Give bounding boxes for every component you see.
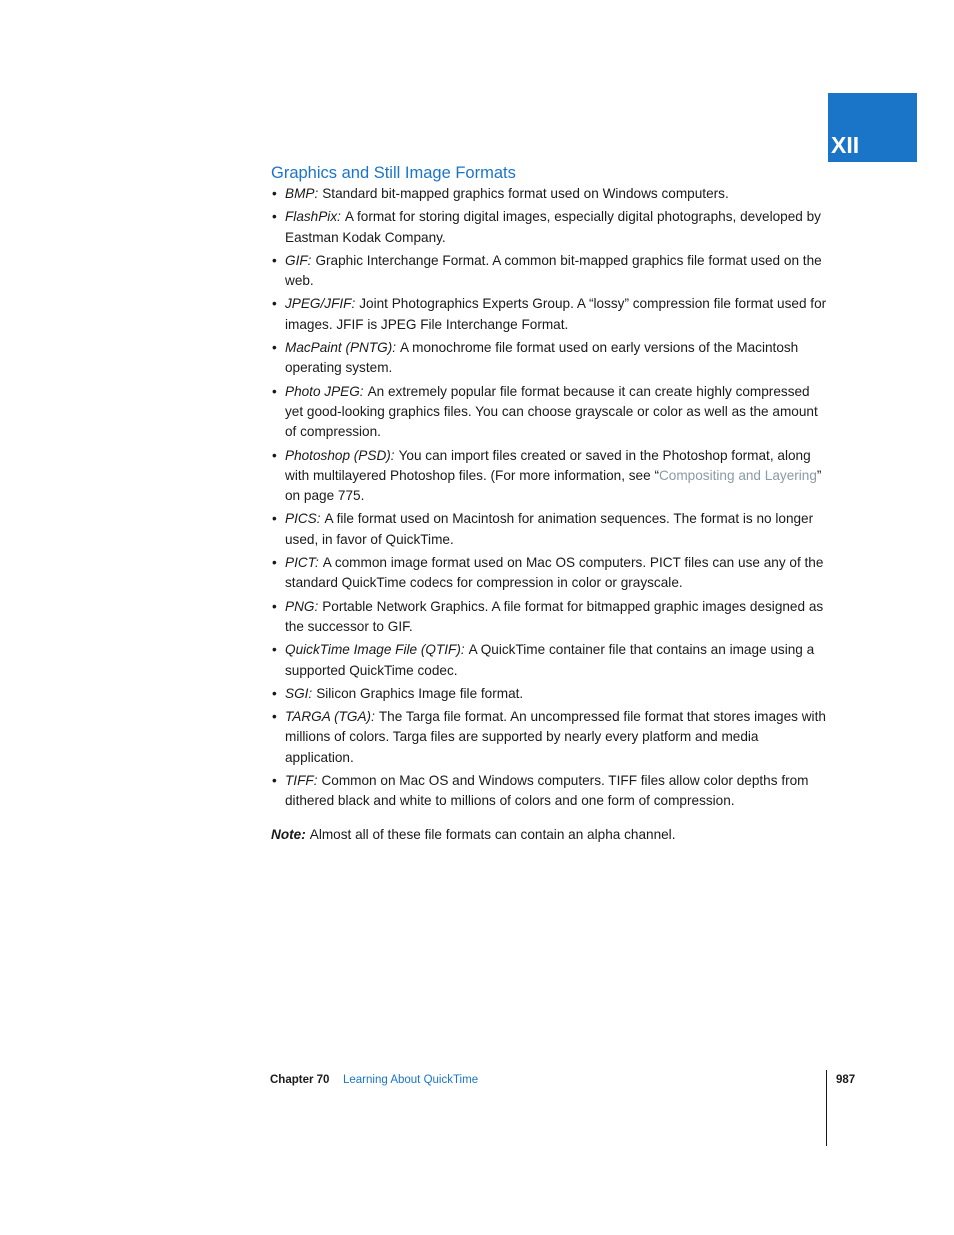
format-description: A format for storing digital images, especially digital photographs, developed by Eastman Kodak Company. [285, 209, 821, 245]
footer-chapter: Chapter 70 [270, 1074, 330, 1086]
page-number: 987 [836, 1074, 856, 1086]
format-description: You can import files created or saved in the Photoshop format, along with multilayered Photoshop files. (For more information, see “ [285, 447, 811, 483]
format-description: Graphic Interchange Format. A common bit-mapped graphics file format used on the web. [285, 252, 822, 289]
format-term: TARGA (TGA): [285, 709, 375, 725]
format-description: Silicon Graphics Image file format. [316, 685, 524, 701]
format-term: Photo JPEG: [285, 383, 364, 399]
format-term: SGI: [285, 685, 313, 701]
list-item-sgi [271, 684, 831, 704]
format-term: FlashPix: [285, 209, 341, 225]
format-term: MacPaint (PNTG): [285, 340, 397, 356]
format-term: JPEG/JFIF: [285, 296, 356, 312]
format-description: Standard bit-mapped graphics format used on Windows computers. [322, 186, 729, 201]
list-item-macpaint [271, 338, 831, 379]
format-term: GIF: [285, 252, 312, 268]
format-description: A monochrome file format used on early versions of the Macintosh operating system. [285, 340, 799, 376]
format-description: An extremely popular file format because it can create highly compressed yet good-looking graphics files. You can choose grayscale or color as well as the amount of compression. [285, 383, 818, 440]
format-term: QuickTime Image File (QTIF): [285, 642, 465, 658]
list-item-photoshop [271, 446, 831, 507]
list-item-tiff [271, 771, 831, 812]
list-item-png [271, 597, 831, 638]
format-description: A file format used on Macintosh for animation sequences. The format is no longer used, in favor of QuickTime. [285, 511, 814, 547]
format-description: A common image format used on Mac OS computers. PICT files can use any of the standard QuickTime codecs for compression in color or grayscale. [285, 555, 824, 591]
compositing-link[interactable]: Compositing and Layering [658, 467, 817, 483]
list-item-pict [271, 553, 831, 594]
format-description: A QuickTime container file that contains an image using a supported QuickTime codec. [285, 642, 815, 678]
list-item-bmp [271, 184, 831, 204]
note-text: Almost all of these file formats can contain an alpha channel. [309, 827, 676, 842]
list-item-pics [271, 509, 831, 550]
format-term: PNG: [285, 598, 319, 614]
part-tab-label: XII [831, 132, 860, 158]
format-description: Common on Mac OS and Windows computers. TIFF files allow color depths from dithered black and white to millions of colors and one form of compression. [285, 773, 809, 809]
list-item-jpeg [271, 294, 831, 335]
format-description-end: ” on page 775. [285, 467, 822, 504]
format-description: Joint Photographics Experts Group. A “lossy” compression file format used for images. JFIF is JPEG File Interchange Format. [285, 296, 827, 332]
format-description: Portable Network Graphics. A file format for bitmapped graphic images designed as the successor to GIF. [285, 598, 824, 634]
list-item-gif [271, 251, 831, 292]
part-tab [828, 93, 917, 162]
note-label: Note: [271, 827, 306, 842]
format-term: Photoshop (PSD): [285, 447, 395, 463]
format-term: PICS: [285, 511, 321, 527]
list-item-flashpix [271, 207, 831, 248]
list-item-photo-jpeg [271, 382, 831, 443]
section-heading: Graphics and Still Image Formats [271, 164, 516, 182]
format-description: The Targa file format. An uncompressed file format that stores images with millions of colors. Targa files are supported by nearly every platform and media application. [285, 709, 826, 765]
format-term: BMP: [285, 186, 319, 201]
list-item-qtif [271, 640, 831, 681]
format-term: TIFF: [285, 773, 318, 789]
note [271, 825, 831, 845]
footer-chapter-title[interactable]: Learning About QuickTime [343, 1074, 479, 1086]
format-list [271, 184, 831, 815]
footer-divider [826, 1070, 827, 1146]
format-term: PICT: [285, 555, 319, 571]
list-item-targa [271, 707, 831, 768]
